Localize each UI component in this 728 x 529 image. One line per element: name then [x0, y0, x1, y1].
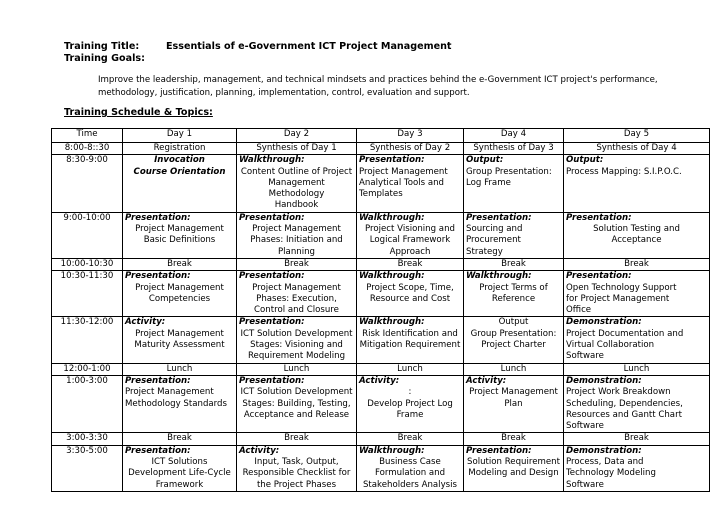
schedule-cell-day-1	[123, 258, 237, 270]
session-topic-line: Output	[498, 317, 529, 328]
session-topic-line: Solution Testing and	[593, 224, 680, 235]
training-goals-label: Training Goals:	[64, 53, 145, 64]
session-topic-line: Templates	[359, 189, 403, 200]
training-title-label: Training Title:	[64, 41, 140, 52]
session-topic-line: Management Methodology	[268, 177, 325, 200]
session-topic-line: Software	[566, 479, 604, 490]
session-type-label: Presentation:	[125, 212, 191, 223]
table-row	[52, 212, 710, 258]
time-cell: 8:00-8::30	[52, 143, 123, 155]
session-topic-line: Break	[624, 433, 649, 444]
session-topic-line: Formulation and	[374, 468, 446, 479]
schedule-cell-day-4	[464, 143, 564, 155]
schedule-cell-day-2	[237, 433, 357, 445]
session-topic-line: Virtual Collaboration	[566, 340, 655, 351]
session-topic-line: Log Frame	[466, 177, 511, 188]
schedule-cell-day-1	[123, 317, 237, 363]
session-topic-line: Content Outline of Project	[240, 166, 353, 177]
schedule-cell-day-3	[357, 212, 464, 258]
session-type-label: Activity:	[239, 445, 280, 456]
session-topic-line: Project Management	[135, 224, 224, 235]
schedule-title: Training Schedule & Topics:	[64, 107, 213, 118]
session-topic-line: Basic Definitions	[143, 235, 216, 246]
schedule-cell-day-2	[237, 363, 357, 375]
table-row	[52, 433, 710, 445]
session-topic-line: Competencies	[148, 293, 211, 304]
session-topic-line: ICT Solution Development	[240, 328, 353, 339]
schedule-table	[51, 128, 710, 492]
session-topic-line: Software	[566, 351, 604, 362]
schedule-cell-day-5	[564, 212, 710, 258]
session-type-label: Invocation	[154, 155, 205, 166]
time-cell: 10:00-10:30	[52, 258, 123, 270]
schedule-cell-day-3	[357, 155, 464, 212]
session-topic-line: Mitigation Requirement	[359, 340, 461, 351]
session-topic-line: Break	[167, 433, 192, 444]
session-topic-line: Project Terms of	[479, 282, 548, 293]
session-topic-line: Registration	[153, 143, 206, 153]
schedule-cell-day-2	[237, 258, 357, 270]
time-cell: 3:00-3:30	[52, 433, 123, 445]
schedule-cell-day-1	[123, 363, 237, 375]
session-topic-line: Project Charter	[481, 340, 546, 351]
session-topic-line: Develop Project Log	[367, 398, 453, 409]
session-topic-line: Acceptance	[611, 235, 662, 246]
session-topic-line: Input, Task, Output,	[254, 457, 339, 468]
training-goals-text: Improve the leadership, management, and technical mindsets and practices behind the e-Government ICT project's performance, methodology, justification, planning, implementation, control, evaluation and support.	[98, 75, 658, 98]
schedule-cell-day-2	[237, 317, 357, 363]
schedule-cell-day-3	[357, 143, 464, 155]
session-topic-line: Project Management	[359, 166, 448, 177]
schedule-cell-day-4	[464, 317, 564, 363]
session-type-label: Walkthrough:	[239, 155, 305, 166]
schedule-cell-day-3	[357, 317, 464, 363]
session-type-label: Presentation:	[239, 212, 305, 223]
session-type-label: Presentation:	[125, 445, 191, 456]
session-topic-line: Break	[284, 433, 309, 444]
time-cell: 1:00-3:00	[52, 375, 123, 432]
session-type-label: Presentation:	[239, 271, 305, 282]
session-topic-line: Phases: Execution,	[256, 293, 337, 304]
time-cell: 3:30-5:00	[52, 445, 123, 491]
session-topic-line: Handbook	[274, 200, 319, 211]
session-topic-line: Open Technology Support	[566, 282, 677, 293]
schedule-cell-day-2	[237, 212, 357, 258]
session-topic-line: Reference	[491, 293, 536, 304]
session-type-label: Walkthrough:	[359, 271, 425, 282]
session-type-label: Activity:	[125, 317, 166, 328]
session-topic-line: the Project Phases	[256, 479, 337, 490]
session-topic-line: Project Management	[135, 328, 224, 339]
session-topic-line: Group Presentation:	[466, 166, 552, 177]
session-topic-line: Stakeholders Analysis	[362, 479, 458, 490]
table-row	[52, 155, 710, 212]
session-type-label: Activity:	[466, 375, 507, 386]
session-topic-line: Solution Requirement	[466, 457, 560, 468]
schedule-cell-day-4	[464, 363, 564, 375]
session-topic-line: Project Management	[469, 387, 558, 398]
session-type-label: Output:	[466, 155, 504, 166]
schedule-cell-day-3	[357, 433, 464, 445]
time-cell: 10:30-11:30	[52, 271, 123, 317]
session-topic-line: Stages: Building, Testing,	[242, 398, 351, 409]
schedule-cell-day-2	[237, 271, 357, 317]
session-topic-line: Software	[566, 421, 604, 432]
session-type-label: Demonstration:	[566, 445, 642, 456]
session-type-label: Walkthrough:	[466, 271, 532, 282]
header-day-3: Day 3	[357, 129, 464, 143]
session-topic-line: :	[408, 387, 412, 398]
session-type-label: Presentation:	[566, 212, 632, 223]
session-topic-line: Planning	[277, 246, 316, 257]
table-row	[52, 143, 710, 155]
schedule-cell-day-4	[464, 212, 564, 258]
table-row	[52, 258, 710, 270]
schedule-cell-day-3	[357, 375, 464, 432]
session-topic-line: Risk Identification and	[362, 328, 458, 339]
session-topic-line: for Project Management	[566, 293, 670, 304]
session-topic-line: Analytical Tools and	[359, 177, 445, 188]
session-type-label: Presentation:	[125, 375, 191, 386]
schedule-cell-day-4	[464, 271, 564, 317]
schedule-cell-day-5	[564, 143, 710, 155]
session-topic-line: Strategy	[466, 246, 503, 257]
session-topic-line: Break	[501, 258, 526, 269]
schedule-cell-day-3	[357, 445, 464, 491]
header-day-4: Day 4	[464, 129, 564, 143]
session-topic-line: Break	[284, 258, 309, 269]
session-topic-line: Break	[501, 433, 526, 444]
header-day-1: Day 1	[123, 129, 237, 143]
session-topic-line: Methodology Standards	[125, 398, 227, 409]
session-topic-line: Synthesis of Day 4	[596, 143, 677, 153]
session-type-label: Presentation:	[239, 375, 305, 386]
session-topic-line: Project Management	[252, 282, 341, 293]
session-topic-line: Control and Closure	[254, 305, 339, 316]
schedule-cell-day-4	[464, 258, 564, 270]
session-topic-line: Modeling and Design	[468, 468, 559, 479]
session-topic-line: Lunch	[500, 363, 527, 374]
session-topic-line: Sourcing and	[466, 224, 523, 235]
session-type-label: Demonstration:	[566, 375, 642, 386]
schedule-cell-day-5	[564, 433, 710, 445]
session-topic-line: Project Work Breakdown	[566, 387, 671, 398]
session-type-label: Demonstration:	[566, 317, 642, 328]
session-type-label: Presentation:	[466, 445, 532, 456]
session-topic-line: Break	[624, 258, 649, 269]
training-title-value: Essentials of e-Government ICT Project Management	[166, 41, 452, 52]
session-topic-line: Break	[397, 258, 423, 269]
session-topic-line: Approach	[389, 246, 431, 257]
schedule-cell-day-1	[123, 212, 237, 258]
session-topic-line: Development Life-Cycle	[128, 468, 231, 479]
session-topic-line: Technology Modeling	[566, 468, 656, 479]
session-topic-line: Break	[397, 433, 423, 444]
session-topic-line: ICT Solution Development	[240, 387, 353, 398]
session-topic-line: Project Visioning and	[365, 224, 455, 235]
schedule-cell-day-5	[564, 258, 710, 270]
session-topic-line: Framework	[155, 479, 204, 490]
session-type-label: Output:	[566, 155, 604, 166]
session-topic-line: Project Documentation and	[566, 328, 684, 339]
session-type-label: Presentation:	[125, 271, 191, 282]
time-cell: 12:00-1:00	[52, 363, 123, 375]
session-topic-line: Project Management	[125, 387, 214, 398]
session-topic-line: Lunch	[283, 363, 310, 374]
session-topic-line: Project Management	[252, 224, 341, 235]
time-cell: 9:00-10:00	[52, 212, 123, 258]
session-topic-line: Lunch	[166, 363, 193, 374]
header-time: Time	[52, 129, 123, 143]
header-day-5: Day 5	[564, 129, 710, 143]
schedule-cell-day-3	[357, 363, 464, 375]
schedule-cell-day-4	[464, 445, 564, 491]
session-type-label: Course Orientation	[133, 166, 226, 177]
session-topic-line: Project Management	[135, 282, 224, 293]
session-topic-line: Lunch	[397, 363, 423, 374]
session-topic-line: Scheduling, Dependencies,	[566, 398, 683, 409]
schedule-cell-day-3	[357, 258, 464, 270]
session-topic-line: Phases: Initiation and	[250, 235, 343, 246]
session-topic-line: Requirement Modeling	[247, 351, 346, 362]
session-topic-line: Plan	[504, 398, 523, 409]
time-cell: 11:30-12:00	[52, 317, 123, 363]
session-topic-line: Logical Framework	[369, 235, 451, 246]
table-row	[52, 363, 710, 375]
session-topic-line: Resource and Cost	[369, 293, 451, 304]
schedule-cell-day-1	[123, 271, 237, 317]
table-header-row	[52, 129, 710, 143]
session-topic-line: Synthesis of Day 3	[473, 143, 554, 153]
session-topic-line: Process, Data and	[566, 457, 644, 468]
schedule-cell-day-1	[123, 143, 237, 155]
session-topic-line: Maturity Assessment	[134, 340, 225, 351]
schedule-cell-day-1	[123, 445, 237, 491]
schedule-cell-day-5	[564, 375, 710, 432]
table-row	[52, 271, 710, 317]
session-topic-line: Resources and Gantt Chart	[566, 409, 682, 420]
schedule-cell-day-5	[564, 271, 710, 317]
schedule-body	[52, 143, 710, 492]
schedule-cell-day-4	[464, 375, 564, 432]
session-type-label: Presentation:	[566, 271, 632, 282]
schedule-cell-day-5	[564, 363, 710, 375]
session-topic-line: Synthesis of Day 2	[369, 143, 451, 153]
time-cell: 8:30-9:00	[52, 155, 123, 212]
session-topic-line: Group Presentation:	[470, 328, 557, 339]
schedule-cell-day-5	[564, 317, 710, 363]
session-type-label: Presentation:	[239, 317, 305, 328]
session-topic-line: ICT Solutions	[151, 457, 208, 468]
session-type-label: Presentation:	[359, 155, 425, 166]
table-row	[52, 317, 710, 363]
session-type-label: Walkthrough:	[359, 445, 425, 456]
header-day-2: Day 2	[237, 129, 357, 143]
session-topic-line: Synthesis of Day 1	[256, 143, 337, 153]
schedule-cell-day-1	[123, 433, 237, 445]
session-topic-line: Project Scope, Time,	[366, 282, 454, 293]
schedule-cell-day-2	[237, 375, 357, 432]
schedule-cell-day-2	[237, 143, 357, 155]
session-type-label: Walkthrough:	[359, 317, 425, 328]
schedule-cell-day-5	[564, 155, 710, 212]
session-topic-line: Acceptance and Release	[243, 409, 350, 420]
session-topic-line: Frame	[396, 409, 424, 420]
session-type-label: Walkthrough:	[359, 212, 425, 223]
schedule-cell-day-2	[237, 155, 357, 212]
session-topic-line: Responsible Checklist for	[242, 468, 351, 479]
schedule-cell-day-1	[123, 375, 237, 432]
schedule-cell-day-4	[464, 155, 564, 212]
schedule-cell-day-2	[237, 445, 357, 491]
session-topic-line: Lunch	[623, 363, 650, 374]
schedule-cell-day-3	[357, 271, 464, 317]
schedule-cell-day-4	[464, 433, 564, 445]
schedule-cell-day-5	[564, 445, 710, 491]
session-topic-line: Business Case	[379, 457, 441, 468]
table-row	[52, 375, 710, 432]
session-topic-line: Process Mapping: S.I.P.O.C.	[566, 166, 682, 177]
session-topic-line: Stages: Visioning and	[250, 340, 343, 351]
session-topic-line: Procurement	[466, 235, 521, 246]
session-type-label: Presentation:	[466, 212, 532, 223]
session-topic-line: Office	[566, 305, 592, 316]
schedule-cell-day-1	[123, 155, 237, 212]
table-row	[52, 445, 710, 491]
session-type-label: Activity:	[359, 375, 400, 386]
session-topic-line: Break	[167, 258, 192, 269]
